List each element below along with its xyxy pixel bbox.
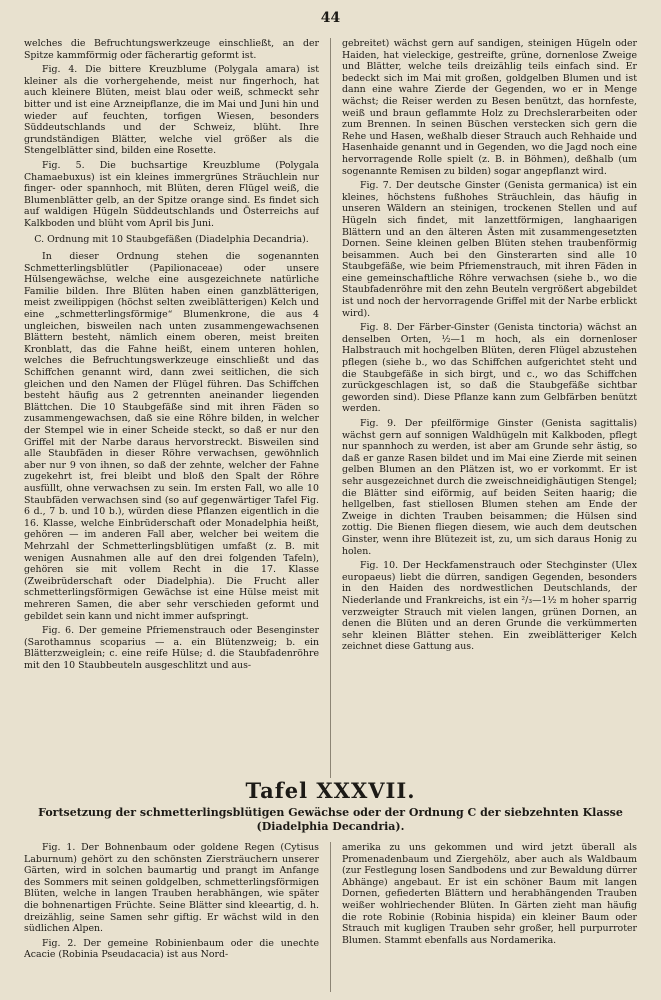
paragraph: Fig. 8. Der Färber-Ginster (Genista tinctoria) wächst an denselben Orten, ½—1 m hoch, als ein dornenloser Halbstrauch mit hochgelben Blüten, deren Flügel abzustehen pflegen (siehe b., wo das Schiffchen aufgerichtet steht und die Staubgefäße in sich birgt, und c., wo das Schiffchen zurückgeschlagen ist, so daß die Staubgefäße sichtbar geworden sind). Diese Pflanze kann zum Gelbfärben benützt werden. [342,322,637,415]
paragraph: gebreitet) wächst gern auf sandigen, steinigen Hügeln oder Haiden, hat vieleckige, gestreifte, grüne, dornenlose Zweige und Blätter, welche teils dreizählig teils einfach sind. Er bedeckt sich im Mai mit großen, goldgelben Blumen und ist dann eine wahre Zierde der Gegenden, wo er in Menge wächst; die Reiser werden zu Besen benützt, das hornfeste, weiß und braun geflammte Holz zu Drechslerarbeiten oder zum Brennen. In seinen Büschen verstecken sich gern die Rehe und Hasen, weßhalb dieser Strauch auch Rehhaide und Hasenhaide genannt und in Gegenden, wo die Jagd noch eine hervorragende Rolle spielt (z. B. in Böhmen), deßhalb (um sogenannte Remisen zu bilden) sogar angepflanzt wird. [342,38,637,177]
bottom-right-column [342,842,637,992]
paragraph: In dieser Ordnung stehen die sogenannten Schmetterlingsblütler (Papilionaceae) oder unsere Hülsengewächse, welche eine ausgezeichnete natürliche Familie bilden. Ihre Blüten haben einen ganzblätterigen, meist zweilippigen (höchst selten zweiblätterigen) Kelch und eine „schmetterlingsförmige“ Blumenkrone, die aus 4 ungleichen, bisweilen nach unten zusammengewachsenen Blättern besteht, nämlich einem oberen, meist breiten Kronblatt, das die Fahne heißt, einem unteren hohlen, welches die Befruchtungswerkzeuge einschließt und das Schiffchen genannt wird, dann zwei seitlichen, die sich gleichen und den Namen der Flügel führen. Das Schiffchen besteht häufig aus 2 getrennten aneinander liegenden Blättchen. Die 10 Staubgefäße sind mit ihren Fäden so zusammengewachsen, daß sie eine Röhre bilden, in welcher der Stempel wie in einer Scheide steckt, so daß er nur den Griffel mit der Narbe daraus hervorstreckt. Bisweilen sind alle Staubfäden in dieser Röhre verwachsen, gewöhnlich aber nur 9 von ihnen, so daß der zehnte, welcher der Fahne zugekehrt ist, frei bleibt und bloß den Spalt der Röhre ausfüllt, ohne verwachsen zu sein. Im ersten Fall, wo alle 10 Staubfäden verwachsen sind (so auf gegenwärtiger Tafel Fig. 6 d., 7 b. und 10 b.), würden diese Pflanzen eigentlich in die 16. Klasse, welche Einbrüderschaft oder Monadelphia heißt, gehören — im anderen Fall aber, welcher bei weitem die Mehrzahl der Schmetterlingsblütigen umfaßt (z. B. mit wenigen Ausnahmen alle auf den drei folgenden Tafeln), gehören sie mit vollem Recht in die 17. Klasse (Zweibrüderschaft oder Diadelphia). Die Frucht aller schmetterlingsförmigen Gewächse ist eine Hülse meist mit mehreren Samen, die aber sehr verschieden geformt und gebildet sein kann und nicht immer aufspringt. [24,251,319,622]
paragraph: Fig. 7. Der deutsche Ginster (Genista germanica) ist ein kleines, höchstens fußhohes Sträuchlein, das häufig in unseren Wäldern an steinigen, trockenen Stellen und auf Hügeln sich findet, mit lanzettförmigen, langhaarigen Blättern und an den älteren Ästen mit zusammengesetzten Dornen. Seine kleinen gelben Blüten stehen traubenförmig beisammen. Auch bei den Ginsterarten sind alle 10 Staubgefäße, wie beim Pfriemenstrauch, mit ihren Fäden in eine gemeinschaftliche Röhre verwachsen (siehe b., wo die Staubfadenröhre mit den zehn Beuteln vergrößert abgebildet ist und noch der hervorragende Griffel mit der Narbe erblickt wird). [342,180,637,319]
two-column-text [24,38,637,778]
paragraph: welches die Befruchtungswerkzeuge einschließt, an der Spitze kammförmig oder fächerartig geformt ist. [24,38,319,61]
plate-title: Tafel XXXVII. [245,778,416,803]
column-divider [330,38,331,778]
paragraph: Fig. 6. Der gemeine Pfriemenstrauch oder Besenginster (Sarothamnus scoparius — a. ein Blütenzweig; b. ein Blätterzweiglein; c. eine reife Hülse; d. die Staubfadenröhre mit den 10 Staubbeuteln ausgeschlitzt und aus- [24,625,319,671]
paragraph: amerika zu uns gekommen und wird jetzt überall als Promenadenbaum und Ziergehölz, aber auch als Waldbaum (zur Festlegung losen Sandbodens und zur Bewaldung dürrer Abhänge) angebaut. Er ist ein schöner Baum mit langen Dornen, gefiederten Blättern und herabhängenden Trauben weißer wohlriechender Blüten. In Gärten zieht man häufig die rote Robinie (Robinia hispida) ein kleiner Baum oder Strauch mit kugligen Trauben sehr großer, hell purpurroter Blumen. Stammt ebenfalls aus Nordamerika. [342,842,637,946]
plate-subtitle: Fortsetzung der schmetterlingsblütigen Gewächse oder der Ordnung C der siebzehnten Klasse (Diadelphia Decandria). [38,806,623,833]
plate-text-columns [24,842,637,992]
paragraph: Fig. 1. Der Bohnenbaum oder goldene Regen (Cytisus Laburnum) gehört zu den schönsten Ziersträuchern unserer Gärten, wird in solchen baumartig und prangt im Anfange des Sommers mit seinen goldgelben, schmetterlingsförmigen Blüten, welche in langen Trauben herabhängen, wie später die bohnenartigen Früchte. Seine Blätter sind kleeartig, d. h. dreizählig, seine Samen sehr giftig. Er wächst wild in den südlichen Alpen. [24,842,319,935]
left-column [24,38,319,778]
section-heading: C. Ordnung mit 10 Staubgefäßen (Diadelphia Decandria). [34,233,309,245]
column-divider [330,842,331,992]
paragraph: Fig. 2. Der gemeine Robinienbaum oder die unechte Acacie (Robinia Pseudacacia) ist aus Nord- [24,937,319,961]
page-number: 44 [320,10,341,26]
right-column [342,38,637,778]
paragraph: Fig. 4. Die bittere Kreuzblume (Polygala amara) ist kleiner als die vorhergehende, meist nur fingerhoch, hat auch kleinere Blüten, meist blau oder weiß, schmeckt sehr bitter und ist eine Arzneipflanze, die im Mai und Juni hin und wieder auf feuchten, torfigen Wiesen, besonders Süddeutschlands und der Schweiz, blüht. Ihre grundständigen Blätter, welche viel größer als die Stengelblätter sind, bilden eine Rosette. [24,64,319,157]
paragraph: Fig. 10. Der Heckfamenstrauch oder Stechginster (Ulex europaeus) liebt die dürren, sandigen Gegenden, besonders in den Haiden des nordwestlichen Deutschlands, der Niederlande und Frankreichs, ist ein ²/₃—1½ m hoher sparrig verzweigter Strauch mit vielen langen, grünen Dornen, an denen die Blüten und an deren Grunde die verkümmerten sehr kleinen Blätter stehen. Ein zweiblätteriger Kelch zeichnet diese Gattung aus. [342,560,637,653]
bottom-left-column [24,842,319,992]
paragraph: Fig. 9. Der pfeilförmige Ginster (Genista sagittalis) wächst gern auf sonnigen Waldhügeln mit Kalkboden, pflegt nur spannhoch zu werden, ist aber am Grunde sehr ästig, so daß er ganze Rasen bildet und im Mai eine Zierde mit seinen gelben Blumen an den Plätzen ist, wo er vorkommt. Er ist sehr ausgezeichnet durch die zweischneidighäutigen Stengel; die Blätter sind eiförmig, auf beiden Seiten haarig; die hellgelben, fast stiellosen Blumen stehen am Ende der Zweige in dichten Trauben beisammen; die Hülsen sind zottig. Die Bienen fliegen diesem, wie auch dem deutschen Ginster, wenn ihre Blütezeit ist, zu, um sich daraus Honig zu holen. [342,418,637,557]
paragraph: Fig. 5. Die buchsartige Kreuzblume (Polygala Chamaebuxus) ist ein kleines immergrünes Sträuchlein nur finger- oder spannhoch, mit Blüten, deren Flügel weiß, die Blumenblätter gelb, an der Spitze orange sind. Es findet sich auf waldigen Hügeln Süddeutschlands und Österreichs auf Kalkboden und blüht vom April bis Juni. [24,159,319,229]
